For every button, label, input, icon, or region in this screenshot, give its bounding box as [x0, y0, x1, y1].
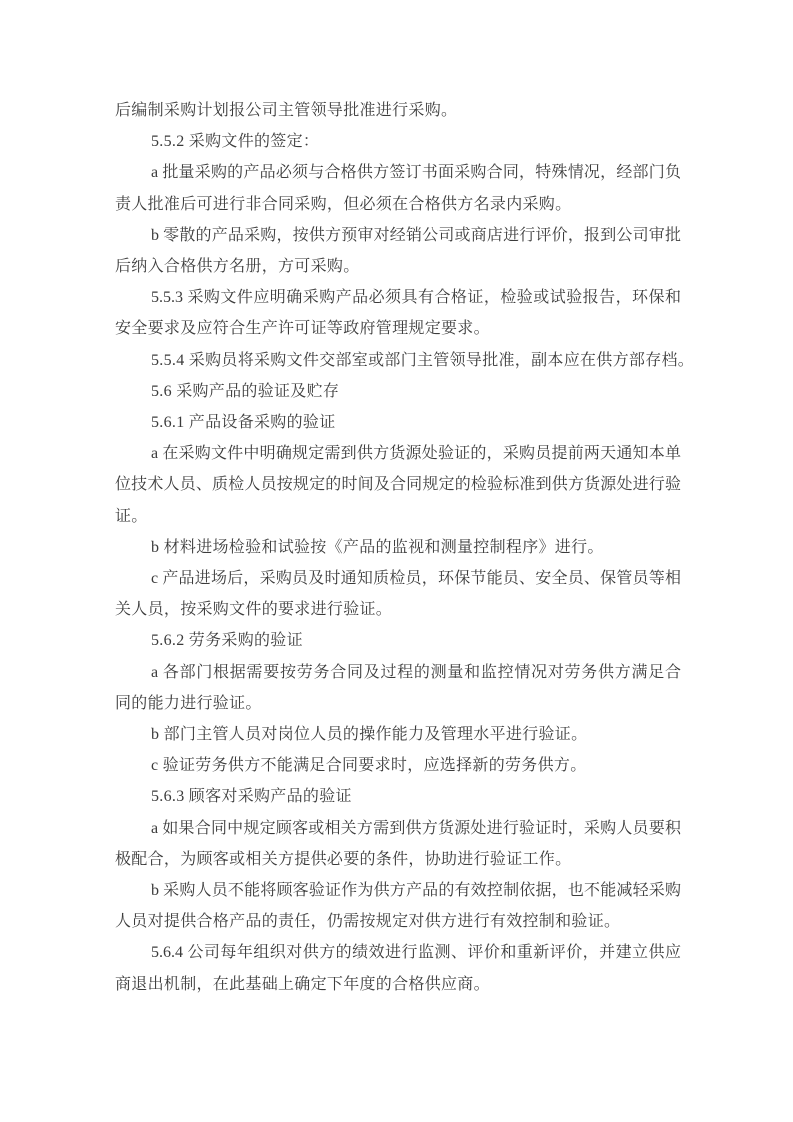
text-line: 位技术人员、质检人员按规定的时间及合同规定的检验标准到供方货源处进行验 — [115, 476, 681, 494]
text-line: 5.6.2 劳务采购的验证 — [151, 632, 303, 650]
text-line: a 批量采购的产品必须与合格供方签订书面采购合同，特殊情况，经部门负 — [151, 164, 681, 182]
text-line: 商退出机制，在此基础上确定下年度的合格供应商。 — [115, 975, 490, 993]
text-line: b 采购人员不能将顾客验证作为供方产品的有效控制依据，也不能减轻采购 — [151, 882, 681, 900]
text-line: 同的能力进行验证。 — [115, 694, 262, 712]
text-line: 5.6.4 公司每年组织对供方的绩效进行监测、评价和重新评价，并建立供应 — [151, 944, 681, 962]
text-line: b 材料进场检验和试验按《产品的监视和测量控制程序》进行。 — [151, 538, 604, 556]
text-line: 关人员，按采购文件的要求进行验证。 — [115, 601, 393, 619]
text-line: 责人批准后可进行非合同采购，但必须在合格供方名录内采购。 — [115, 195, 572, 213]
text-line: a 各部门根据需要按劳务合同及过程的测量和监控情况对劳务供方满足合 — [151, 663, 681, 681]
text-line: 人员对提供合格产品的责任，仍需按规定对供方进行有效控制和验证。 — [115, 913, 621, 931]
text-line: 后编制采购计划报公司主管领导批准进行采购。 — [115, 102, 458, 119]
text-line: a 在采购文件中明确规定需到供方货源处验证的，采购员提前两天通知本单 — [151, 445, 681, 463]
document-body — [115, 95, 695, 1000]
text-line: c 验证劳务供方不能满足合同要求时，应选择新的劳务供方。 — [151, 757, 587, 775]
text-line: 5.5.3 采购文件应明确采购产品必须具有合格证，检验或试验报告，环保和 — [151, 289, 681, 307]
text-line: 安全要求及应符合生产许可证等政府管理规定要求。 — [115, 320, 490, 338]
text-line: 5.5.2 采购文件的签定： — [151, 133, 320, 151]
text-line: 证。 — [115, 507, 148, 525]
text-line: c 产品进场后，采购员及时通知质检员，环保节能员、安全员、保管员等相 — [151, 570, 681, 588]
text-line: b 零散的产品采购，按供方预审对经销公司或商店进行评价，报到公司审批 — [151, 226, 681, 244]
text-line: 5.6 采购产品的验证及贮存 — [151, 382, 340, 400]
text-line: 后纳入合格供方名册，方可采购。 — [115, 258, 360, 276]
text-line: 5.6.1 产品设备采购的验证 — [151, 414, 336, 432]
text-line: 5.5.4 采购员将采购文件交部室或部门主管领导批准，副本应在供方部存档。 — [151, 351, 695, 369]
text-line: 极配合，为顾客或相关方提供必要的条件，协助进行验证工作。 — [115, 850, 572, 868]
text-line: 5.6.3 顾客对采购产品的验证 — [151, 788, 352, 806]
text-line: a 如果合同中规定顾客或相关方需到供方货源处进行验证时，采购人员要积 — [151, 819, 681, 837]
text-line: b 部门主管人员对岗位人员的操作能力及管理水平进行验证。 — [151, 726, 588, 744]
